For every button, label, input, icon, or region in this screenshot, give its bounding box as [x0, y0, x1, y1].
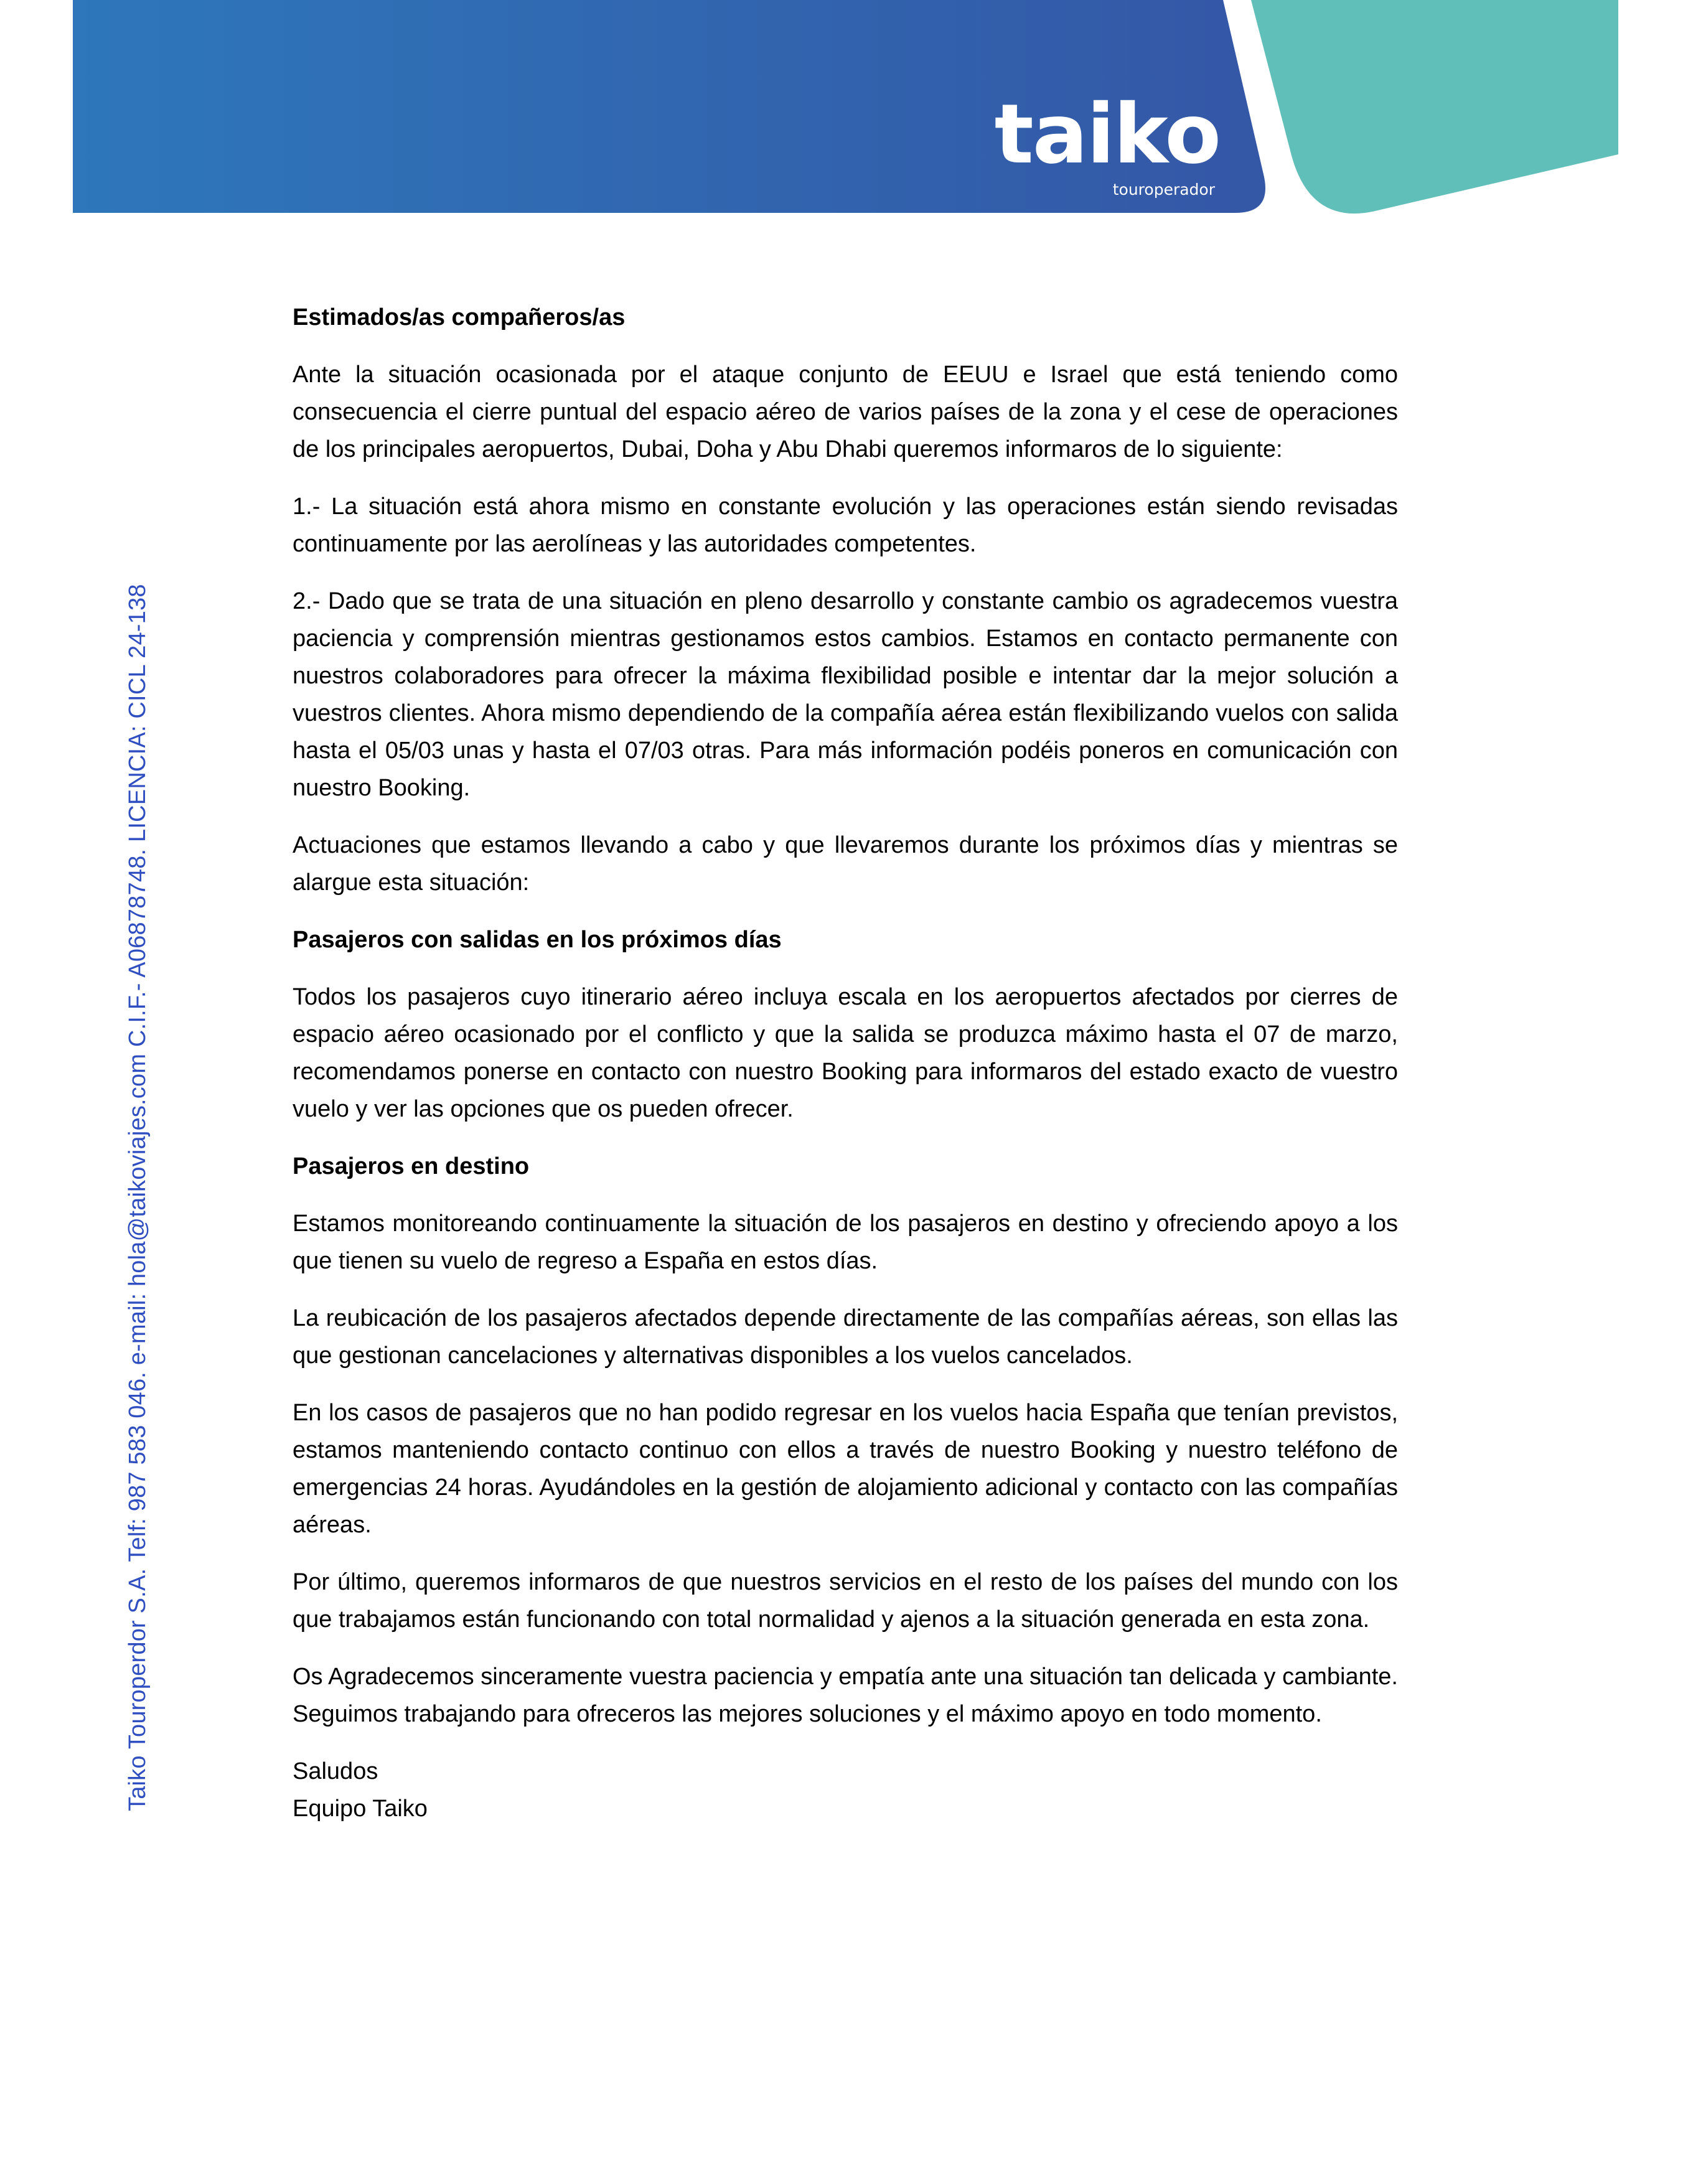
closing-paragraph-2: Os Agradecemos sinceramente vuestra paciencia y empatía ante una situación tan delicada y cambiante. Seguimos trabajando para ofreceros las mejores soluciones y el máximo apoyo en todo momento. [293, 1664, 1398, 1727]
actions-paragraph: Actuaciones que estamos llevando a cabo y que llevaremos durante los próximos días y mientras se alargue esta situación: [293, 832, 1398, 896]
section-title-upcoming-departures: Pasajeros con salidas en los próximos días [293, 927, 782, 953]
section-upcoming-departures-body: Todos los pasajeros cuyo itinerario aéreo incluya escala en los aeropuertos afectados por cierres de espacio aéreo ocasionado por el conflicto y que la salida se produzca máximo hasta el 07 de marzo, recomendamos ponerse en contacto con nuestro Booking para informaros del estado exacto de vuestro vuelo y ver las opciones que os pueden ofrecer. [293, 984, 1398, 1122]
signature: Equipo Taiko [293, 1796, 428, 1822]
point-1: 1.- La situación está ahora mismo en constante evolución y las operaciones están siendo revisadas continuamente por las aerolíneas y las autoridades competentes. [293, 494, 1398, 557]
destination-paragraph-2: La reubicación de los pasajeros afectados depende directamente de las compañías aéreas, son ellas las que gestionan cancelaciones y alternativas disponibles a los vuelos cancelados. [293, 1305, 1398, 1369]
teal-accent-shape [1251, 0, 1618, 213]
greeting: Estimados/as compañeros/as [293, 304, 626, 330]
letter-body [293, 299, 1398, 1827]
closing-paragraph-1: Por último, queremos informaros de que nuestros servicios en el resto de los países del mundo con los que trabajamos están funcionando con total normalidad y ajenos a la situación generada en esta zona. [293, 1569, 1398, 1633]
signature-block [293, 1753, 1398, 1827]
destination-paragraph-1: Estamos monitoreando continuamente la situación de los pasajeros en destino y ofreciendo apoyo a los que tienen su vuelo de regreso a España en estos días. [293, 1211, 1398, 1274]
company-info-vertical: Taiko Touroperdor S.A. Telf: 987 583 046. e-mail: hola@taikoviajes.com C.I.F.- A06878748. LICENCIA: CICL 24-138 [124, 584, 151, 1811]
logo-wordmark: taiko [994, 87, 1220, 182]
point-2: 2.- Dado que se trata de una situación en pleno desarrollo y constante cambio os agradecemos vuestra paciencia y comprensión mientras gestionamos estos cambios. Estamos en contacto permanente con nuestros colaboradores para ofrecer la máxima flexibilidad posible e intentar dar la mejor solución a vuestros clientes. Ahora mismo dependiendo de la compañía aérea están flexibilizando vuelos con salida hasta el 05/03 unas y hasta el 07/03 otras. Para más información podéis poneros en comunicación con nuestro Booking. [293, 588, 1398, 801]
letterhead-banner [0, 0, 1688, 218]
intro-paragraph: Ante la situación ocasionada por el ataque conjunto de EEUU e Israel que está teniendo como consecuencia el cierre puntual del espacio aéreo de varios países de la zona y el cese de operaciones de los principales aeropuertos, Dubai, Doha y Abu Dhabi queremos informaros de lo siguiente: [293, 362, 1398, 462]
taiko-logo [971, 87, 1220, 212]
logo-subtitle: touroperador [1112, 180, 1215, 199]
signoff: Saludos [293, 1758, 378, 1784]
destination-paragraph-3: En los casos de pasajeros que no han podido regresar en los vuelos hacia España que tenían previstos, estamos manteniendo contacto continuo con ellos a través de nuestro Booking y nuestro teléfono de emergencias 24 horas. Ayudándoles en la gestión de alojamiento adicional y contacto con las compañías aéreas. [293, 1400, 1398, 1538]
banner-graphic [0, 0, 1688, 218]
section-title-at-destination: Pasajeros en destino [293, 1153, 530, 1179]
